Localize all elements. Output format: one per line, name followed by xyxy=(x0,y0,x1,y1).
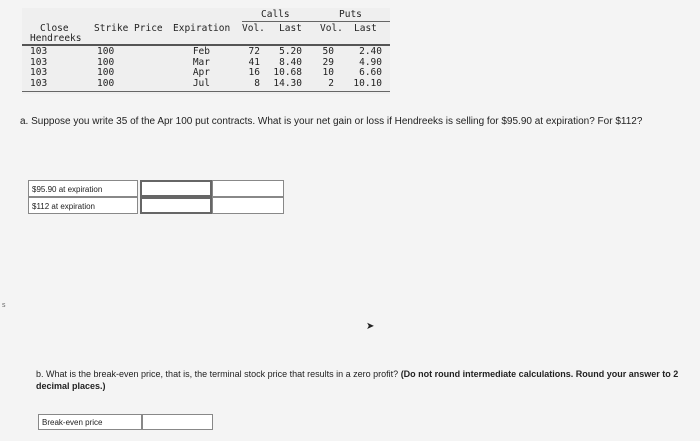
row-label-95-90: $95.90 at expiration xyxy=(28,180,138,197)
cell-puts-vol: 10 xyxy=(322,67,334,78)
cell-calls-vol: 41 xyxy=(248,56,260,68)
question-a-text: a. Suppose you write 35 of the Apr 100 put contracts. What is your net gain or loss if Hendreeks is selling for $95.90 at expiration? For $112? xyxy=(20,116,643,127)
cell-calls-last: 10.68 xyxy=(273,67,302,78)
cell-expiration: Jul xyxy=(192,77,210,89)
question-b-text xyxy=(36,368,696,392)
cell-calls-vol: 72 xyxy=(248,46,260,57)
cell-strike: 100 xyxy=(97,56,115,68)
col-puts-vol: Vol. xyxy=(320,23,343,34)
col-calls-last: Last xyxy=(279,23,302,34)
answer-cell-2-1[interactable] xyxy=(140,197,212,214)
col-close-sub: Hendreeks xyxy=(30,33,82,44)
col-puts-last: Last xyxy=(354,23,377,34)
cell-puts-vol: 50 xyxy=(322,46,334,57)
cell-calls-last: 8.40 xyxy=(279,56,302,68)
breakeven-input[interactable] xyxy=(142,414,213,430)
question-b-main: b. What is the break-even price, that is, the terminal stock price that results in a zero profit? xyxy=(36,369,399,379)
options-quote-table xyxy=(22,8,390,94)
table-bottom-rule xyxy=(22,91,390,92)
col-calls-vol: Vol. xyxy=(242,23,265,34)
cell-calls-last: 14.30 xyxy=(273,77,302,89)
row-label-112: $112 at expiration xyxy=(28,197,138,214)
cell-close: 103 xyxy=(30,67,48,78)
cell-puts-last: 4.90 xyxy=(359,56,382,68)
cell-calls-last: 5.20 xyxy=(279,46,302,57)
cell-close: 103 xyxy=(30,77,48,89)
answer-cell-1-1[interactable] xyxy=(140,180,212,197)
cell-close: 103 xyxy=(30,56,48,68)
cell-puts-last: 10.10 xyxy=(353,77,382,89)
cell-expiration: Apr xyxy=(192,67,210,78)
answer-cell-2-2[interactable] xyxy=(212,197,284,214)
cell-expiration: Mar xyxy=(192,56,210,68)
group-header-rule xyxy=(242,21,390,22)
cell-expiration: Feb xyxy=(192,46,210,57)
margin-mark: s xyxy=(2,302,6,309)
cell-strike: 100 xyxy=(97,46,115,57)
mouse-pointer-icon: ➤ xyxy=(366,321,375,332)
col-expiration: Expiration xyxy=(173,23,231,34)
header-puts: Puts xyxy=(339,9,362,20)
cell-calls-vol: 16 xyxy=(248,67,260,78)
cell-puts-last: 6.60 xyxy=(359,67,382,78)
cell-puts-vol: 29 xyxy=(322,56,334,68)
question-b-instructions: (Do not round intermediate calculations. Round your answer to 2 decimal places.) xyxy=(36,369,679,391)
cell-strike: 100 xyxy=(97,77,115,89)
col-close: Close xyxy=(40,23,69,34)
cell-close: 103 xyxy=(30,46,48,57)
cell-puts-vol: 2 xyxy=(328,77,334,89)
answer-cell-1-2[interactable] xyxy=(212,180,284,197)
header-calls: Calls xyxy=(261,9,290,20)
cell-strike: 100 xyxy=(97,67,115,78)
breakeven-label: Break-even price xyxy=(38,414,142,430)
cell-calls-vol: 8 xyxy=(254,77,260,89)
cell-puts-last: 2.40 xyxy=(359,46,382,57)
col-strike-price: Strike Price xyxy=(94,23,163,34)
